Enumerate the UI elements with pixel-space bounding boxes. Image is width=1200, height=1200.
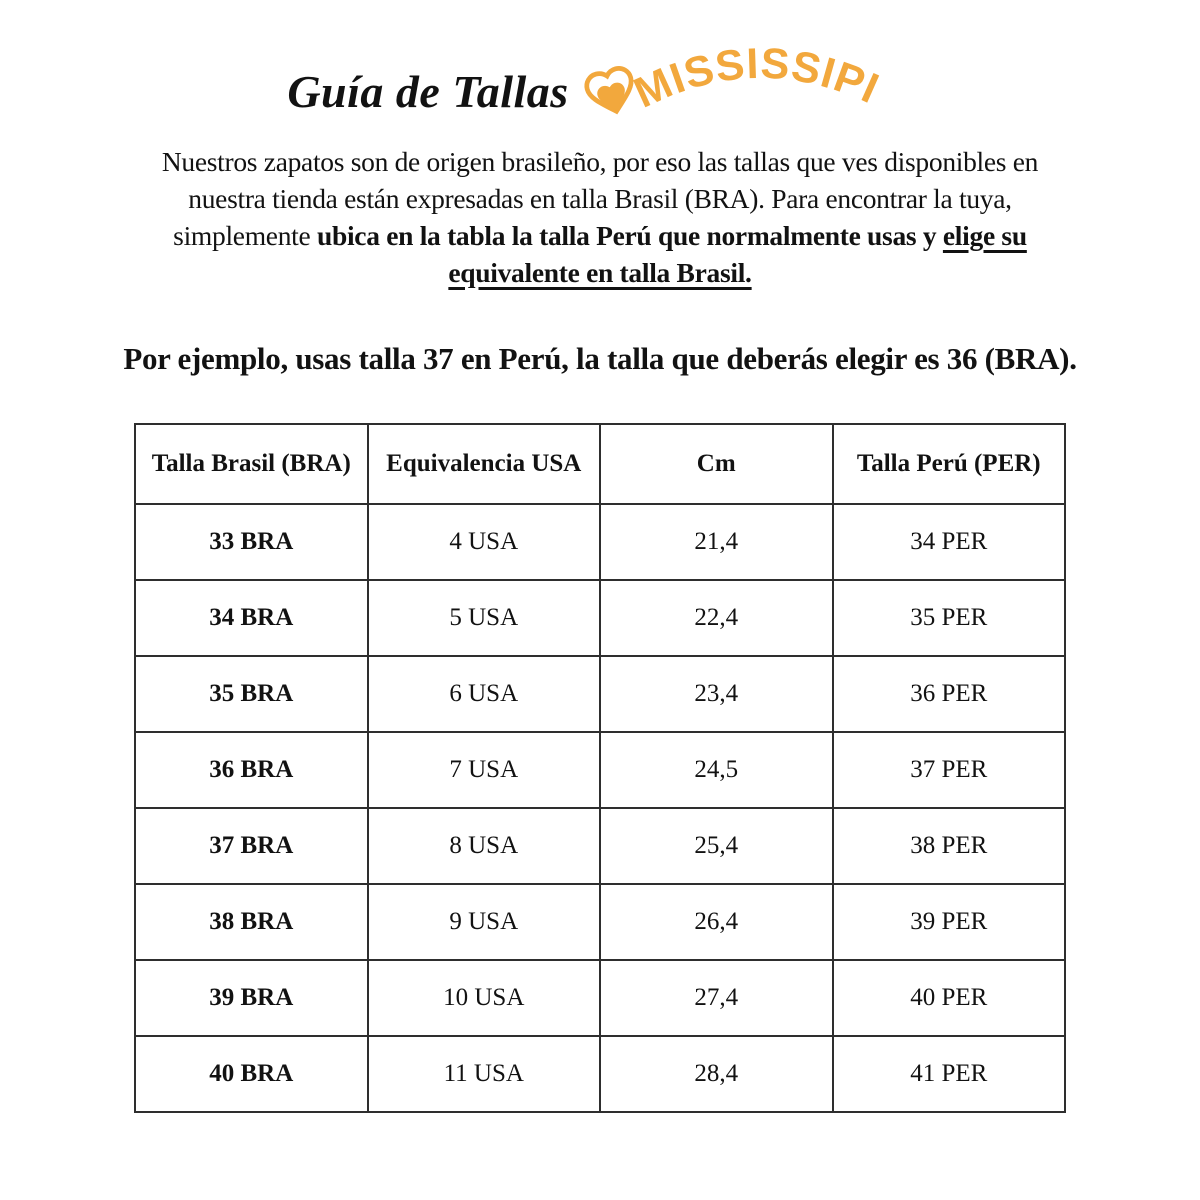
table-row	[135, 504, 1065, 580]
cell-cm: 21,4	[600, 504, 833, 580]
table-row	[135, 884, 1065, 960]
cell-usa: 11 USA	[368, 1036, 601, 1112]
table-row	[135, 732, 1065, 808]
intro-paragraph	[0, 144, 1200, 291]
cell-per: 38 PER	[833, 808, 1066, 884]
example-text: Por ejemplo, usas talla 37 en Perú, la talla que deberás elegir es 36 (BRA).	[123, 341, 1077, 377]
cell-usa: 8 USA	[368, 808, 601, 884]
column-header-equivalencia-usa: Equivalencia USA	[368, 424, 601, 504]
intro-line-3	[0, 218, 1200, 255]
cell-per: 41 PER	[833, 1036, 1066, 1112]
cell-bra: 38 BRA	[135, 884, 368, 960]
cell-cm: 23,4	[600, 656, 833, 732]
cell-bra: 34 BRA	[135, 580, 368, 656]
cell-usa: 9 USA	[368, 884, 601, 960]
size-table	[134, 423, 1066, 1113]
cell-per: 36 PER	[833, 656, 1066, 732]
cell-bra: 33 BRA	[135, 504, 368, 580]
cell-per: 37 PER	[833, 732, 1066, 808]
brand-name-text: MISSISSIPI	[626, 43, 886, 118]
intro-line-4	[0, 255, 1200, 292]
cell-cm: 27,4	[600, 960, 833, 1036]
column-header-cm: Cm	[600, 424, 833, 504]
cell-usa: 6 USA	[368, 656, 601, 732]
intro-line-3-normal: simplemente	[173, 219, 317, 251]
intro-line-1: Nuestros zapatos son de origen brasileño, por eso las tallas que ves disponibles en	[161, 146, 1039, 177]
cell-cm: 28,4	[600, 1036, 833, 1112]
intro-line-4-underlined: equivalente en talla Brasil.	[448, 256, 752, 288]
cell-usa: 5 USA	[368, 580, 601, 656]
cell-bra: 40 BRA	[135, 1036, 368, 1112]
table-row	[135, 580, 1065, 656]
cell-cm: 22,4	[600, 580, 833, 656]
cell-per: 35 PER	[833, 580, 1066, 656]
table-row	[135, 656, 1065, 732]
cell-per: 40 PER	[833, 960, 1066, 1036]
table-row	[135, 1036, 1065, 1112]
table-row	[135, 960, 1065, 1036]
cell-usa: 7 USA	[368, 732, 601, 808]
intro-line-2: nuestra tienda están expresadas en talla Brasil (BRA). Para encontrar la tuya,	[188, 182, 1012, 214]
cell-cm: 24,5	[600, 732, 833, 808]
cell-cm: 25,4	[600, 808, 833, 884]
cell-bra: 39 BRA	[135, 960, 368, 1036]
page-title: Guía de Tallas	[287, 65, 569, 117]
column-header-talla-brasil: Talla Brasil (BRA)	[135, 424, 368, 504]
header	[0, 43, 1200, 132]
cell-cm: 26,4	[600, 884, 833, 960]
cell-usa: 4 USA	[368, 504, 601, 580]
table-header-row	[135, 424, 1065, 504]
intro-line-3-bold: ubica en la tabla la talla Perú que normalmente usas y	[316, 219, 943, 251]
cell-bra: 37 BRA	[135, 808, 368, 884]
intro-line-3-underlined: elige su	[942, 219, 1027, 251]
table-row	[135, 808, 1065, 884]
cell-bra: 36 BRA	[135, 732, 368, 808]
cell-usa: 10 USA	[368, 960, 601, 1036]
cell-per: 34 PER	[833, 504, 1066, 580]
column-header-talla-peru: Talla Perú (PER)	[833, 424, 1066, 504]
brand-logo	[583, 43, 913, 143]
cell-bra: 35 BRA	[135, 656, 368, 732]
cell-per: 39 PER	[833, 884, 1066, 960]
